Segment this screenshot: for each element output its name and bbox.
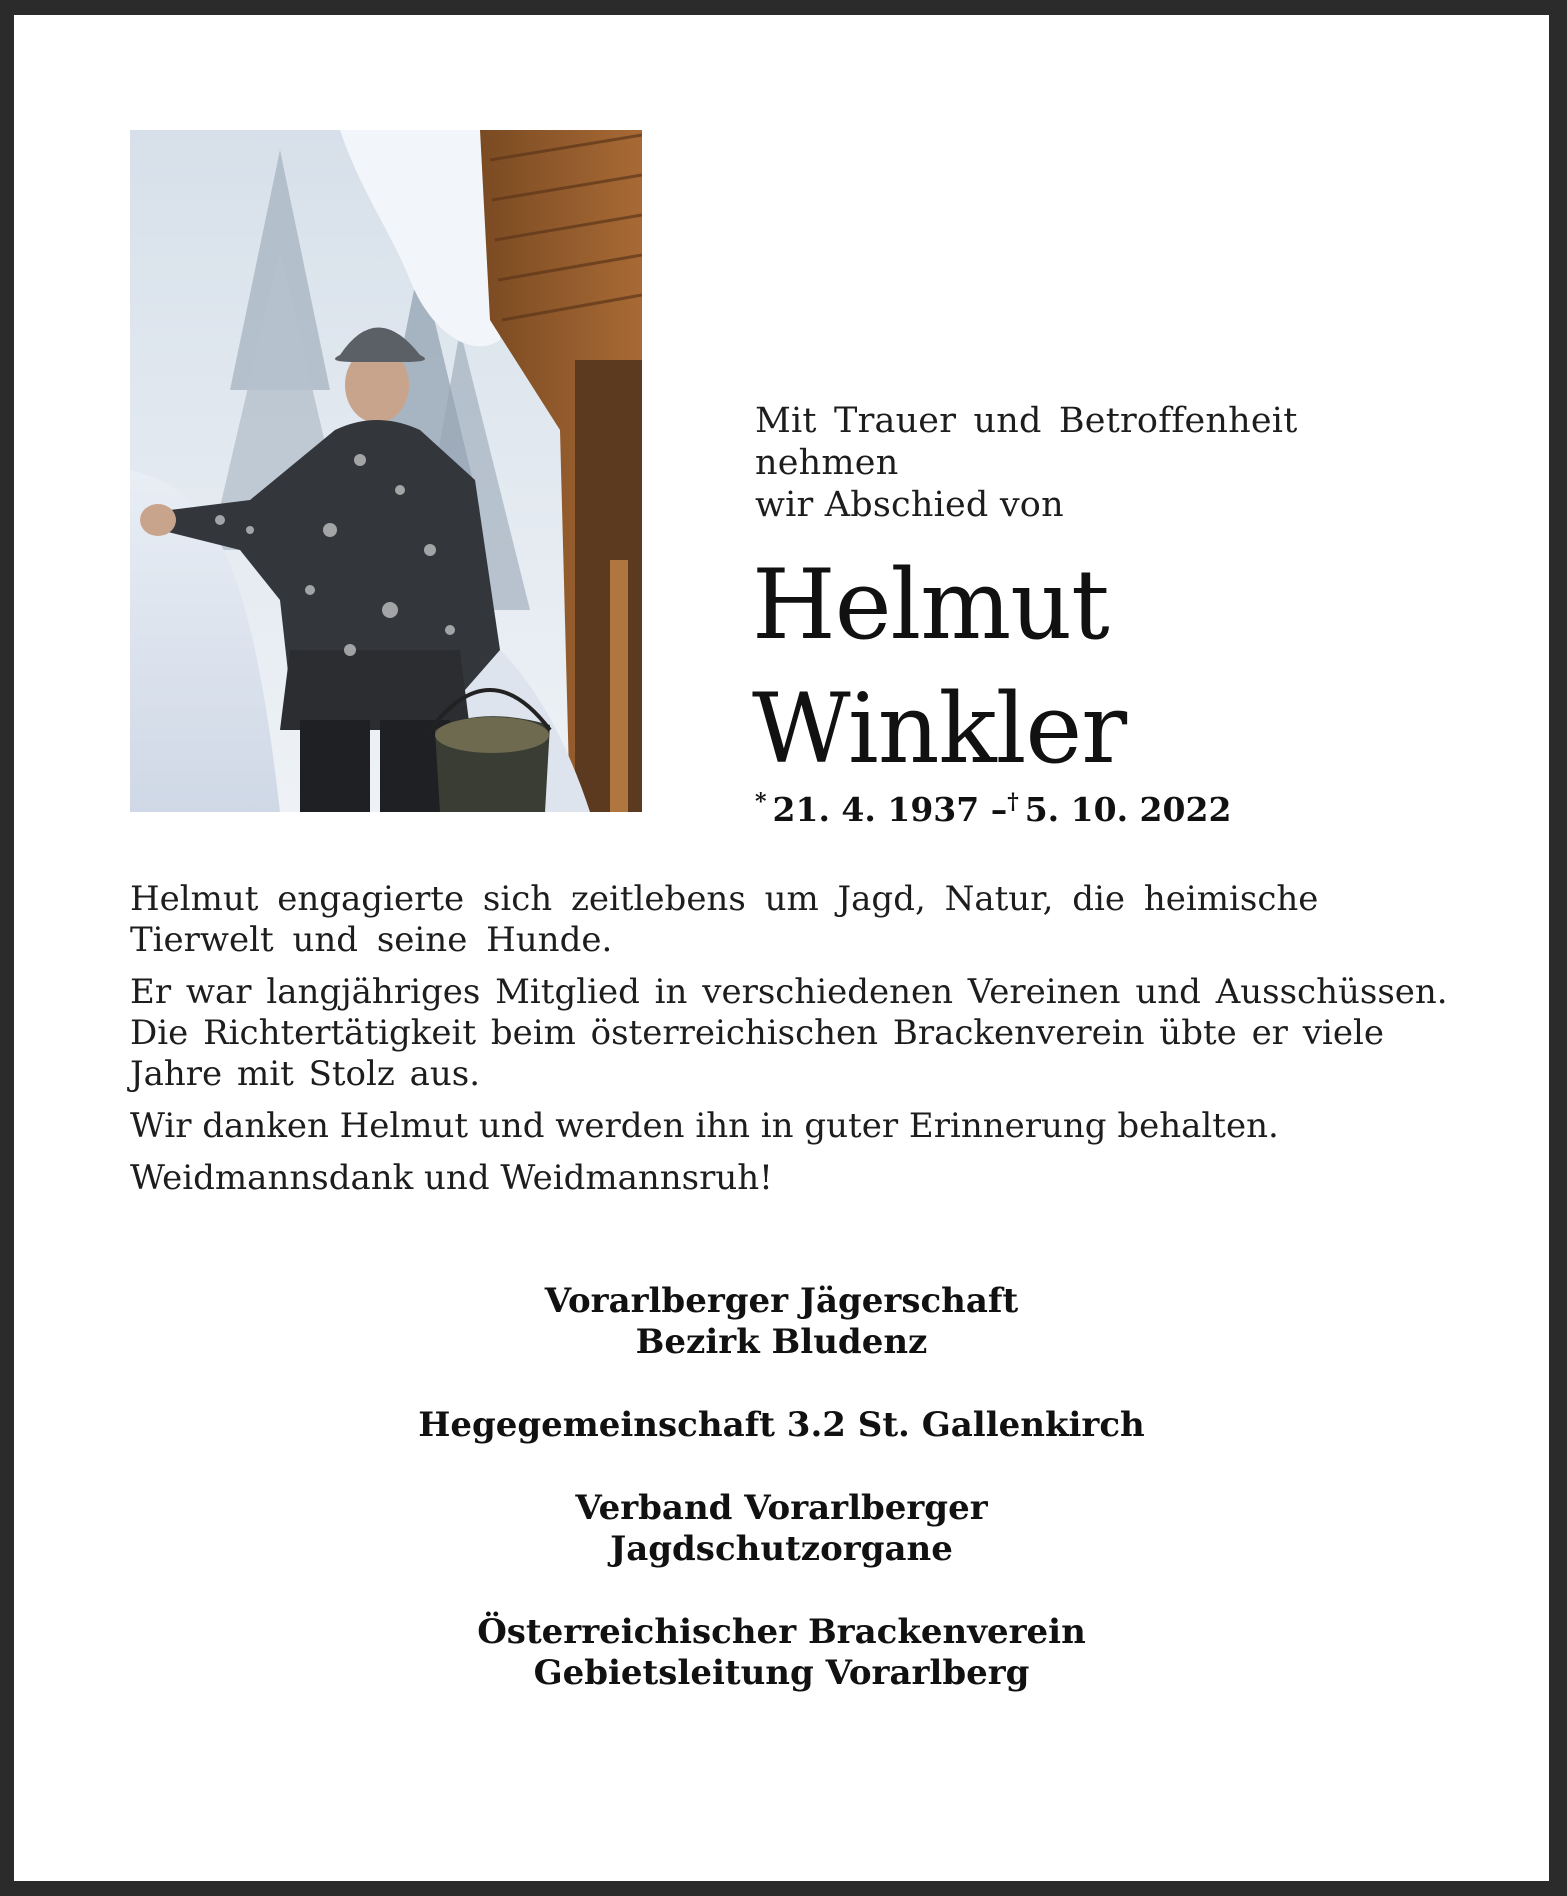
paragraph-4: Weidmannsdank und Weidmannsruh! <box>130 1158 773 1198</box>
signatures <box>14 1281 1549 1736</box>
last-name: Winkler <box>752 673 1127 785</box>
portrait-photo <box>130 130 642 812</box>
signature-group <box>14 1405 1549 1446</box>
paragraph-2: Er war langjähriges Mitglied in verschiedenen Vereinen und Ausschüssen. Die Richtertätigkeit beim österreichischen Brackenverein übte er viele Jahre mit Stolz aus. <box>130 972 1448 1094</box>
paragraph-3: Wir danken Helmut und werden ihn in guter Erinnerung behalten. <box>130 1106 1279 1146</box>
paragraph-1: Helmut engagierte sich zeitlebens um Jagd, Natur, die heimische Tierwelt und seine Hunde. <box>130 879 1319 960</box>
death-mark: † <box>1007 789 1019 815</box>
death-date: 5. 10. 2022 <box>1024 790 1232 829</box>
obituary-page <box>14 15 1549 1881</box>
signature-line: Österreichischer Brackenverein <box>477 1612 1086 1652</box>
birth-date: 21. 4. 1937 <box>772 790 980 829</box>
signature-line: Verband Vorarlberger <box>575 1488 988 1528</box>
birth-mark: * <box>755 789 767 815</box>
signature-line: Hegegemeinschaft 3.2 St. Gallenkirch <box>418 1405 1145 1445</box>
deceased-name <box>752 543 1126 791</box>
signature-group <box>14 1612 1549 1694</box>
signature-group <box>14 1281 1549 1363</box>
signature-line: Vorarlberger Jägerschaft <box>544 1281 1019 1321</box>
life-dates <box>755 782 1231 830</box>
first-name: Helmut <box>752 549 1109 661</box>
date-separator: – <box>990 790 1008 829</box>
obituary-body <box>130 879 1453 1210</box>
intro-line-2: wir Abschied von <box>755 485 1064 525</box>
intro-line-1: Mit Trauer und Betroffenheit nehmen <box>755 401 1298 483</box>
signature-line: Bezirk Bludenz <box>635 1322 928 1362</box>
signature-line: Jagdschutzorgane <box>610 1529 953 1569</box>
signature-line: Gebietsleitung Vorarlberg <box>533 1653 1030 1693</box>
intro-text <box>755 400 1455 526</box>
signature-group <box>14 1488 1549 1570</box>
